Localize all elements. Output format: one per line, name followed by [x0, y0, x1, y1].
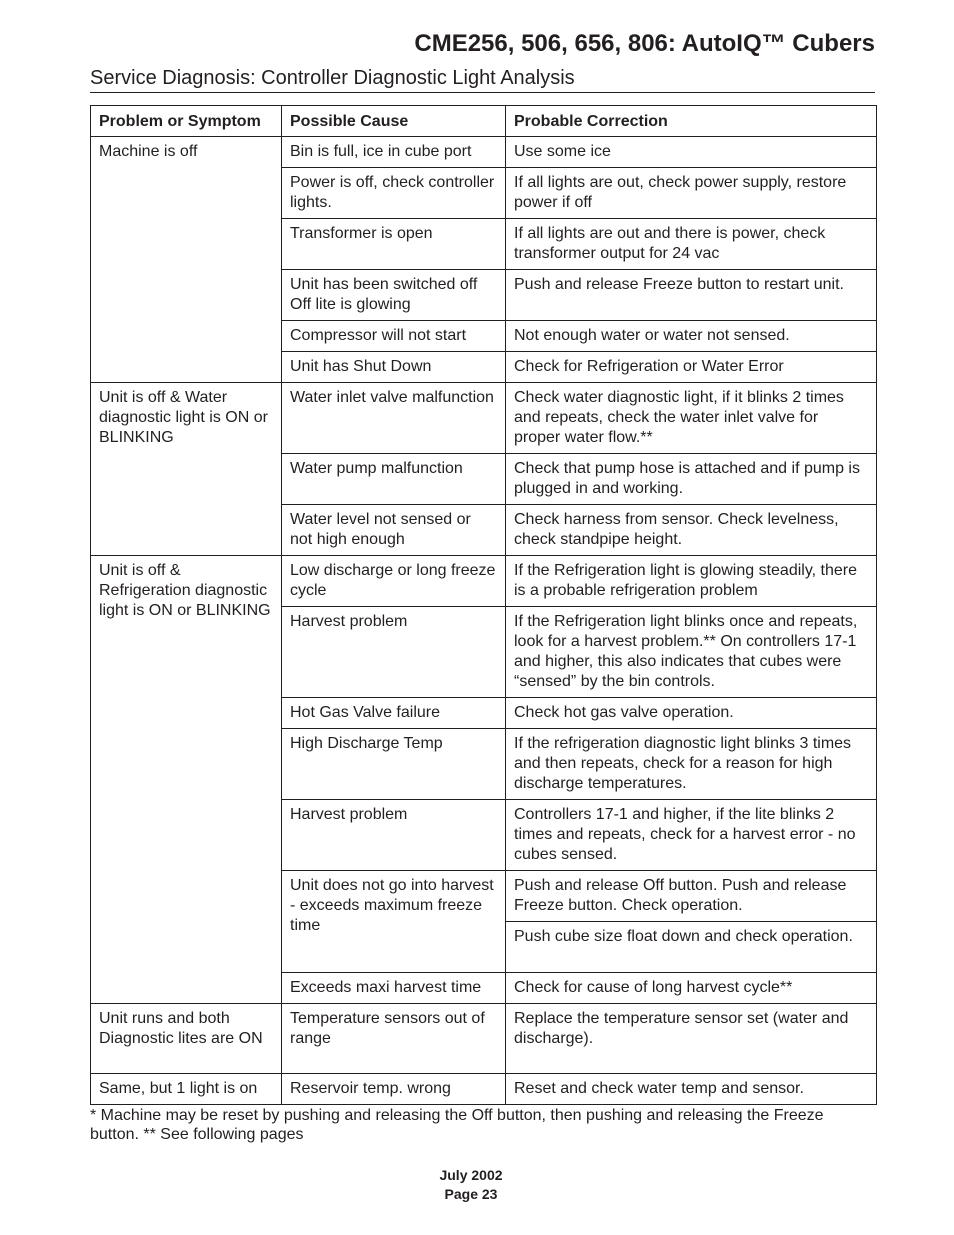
cause-cell: Temperature sensors out of range	[282, 1004, 506, 1074]
cause-cell: Exceeds maxi harvest time	[282, 973, 506, 1004]
cause-cell: Bin is full, ice in cube port	[282, 137, 506, 168]
cause-cell: High Discharge Temp	[282, 729, 506, 800]
section-title: Service Diagnosis: Controller Diagnostic Light Analysis	[90, 67, 575, 89]
cause-cell: Hot Gas Valve failure	[282, 698, 506, 729]
cause-cell: Power is off, check controller lights.	[282, 168, 506, 219]
table-row	[91, 383, 877, 454]
page-title: CME256, 506, 656, 806: AutoIQ™ Cubers	[414, 30, 875, 57]
correction-cell: If the Refrigeration light is glowing steadily, there is a probable refrigeration problem	[506, 556, 877, 607]
title-divider	[90, 92, 875, 93]
table-header-row	[91, 106, 877, 137]
cause-cell: Water inlet valve malfunction	[282, 383, 506, 454]
column-header-problem: Problem or Symptom	[91, 106, 282, 137]
column-header-cause: Possible Cause	[282, 106, 506, 137]
page-footer	[0, 1166, 942, 1204]
cause-cell: Water pump malfunction	[282, 454, 506, 505]
table-row	[91, 137, 877, 168]
correction-cell: Check water diagnostic light, if it blinks 2 times and repeats, check the water inlet valve for proper water flow.**	[506, 383, 877, 454]
correction-cell: Not enough water or water not sensed.	[506, 321, 877, 352]
diagnostic-table	[90, 105, 877, 1105]
cause-cell: Compressor will not start	[282, 321, 506, 352]
cause-cell: Reservoir temp. wrong	[282, 1074, 506, 1105]
cause-cell: Unit does not go into harvest - exceeds maximum freeze time	[282, 871, 506, 973]
cause-cell: Low discharge or long freeze cycle	[282, 556, 506, 607]
problem-cell: Unit is off & Refrigeration diagnostic light is ON or BLINKING	[91, 556, 282, 1004]
cause-cell: Harvest problem	[282, 607, 506, 698]
cause-cell: Unit has been switched off Off lite is glowing	[282, 270, 506, 321]
footer-page-number: Page 23	[444, 1186, 498, 1202]
column-header-correction: Probable Correction	[506, 106, 877, 137]
correction-cell: Check harness from sensor. Check levelness, check standpipe height.	[506, 505, 877, 556]
correction-cell: If all lights are out and there is power, check transformer output for 24 vac	[506, 219, 877, 270]
problem-cell: Unit runs and both Diagnostic lites are ON	[91, 1004, 282, 1074]
correction-cell: If all lights are out, check power supply, restore power if off	[506, 168, 877, 219]
cause-cell: Unit has Shut Down	[282, 352, 506, 383]
correction-cell: If the Refrigeration light blinks once and repeats, look for a harvest problem.** On controllers 17-1 and higher, this also indicates that cubes were “sensed” by the bin controls.	[506, 607, 877, 698]
correction-cell: Push and release Freeze button to restart unit.	[506, 270, 877, 321]
correction-cell: Replace the temperature sensor set (water and discharge).	[506, 1004, 877, 1074]
table-row	[91, 1004, 877, 1074]
problem-cell: Unit is off & Water diagnostic light is ON or BLINKING	[91, 383, 282, 556]
correction-cell: Use some ice	[506, 137, 877, 168]
correction-cell: Check for cause of long harvest cycle**	[506, 973, 877, 1004]
footer-date: July 2002	[439, 1167, 503, 1183]
correction-cell: Reset and check water temp and sensor.	[506, 1074, 877, 1105]
cause-cell: Harvest problem	[282, 800, 506, 871]
cause-cell: Transformer is open	[282, 219, 506, 270]
correction-cell: Controllers 17-1 and higher, if the lite blinks 2 times and repeats, check for a harvest error - no cubes sensed.	[506, 800, 877, 871]
cause-cell: Water level not sensed or not high enough	[282, 505, 506, 556]
correction-cell: Push and release Off button. Push and release Freeze button. Check operation.	[506, 871, 877, 922]
correction-cell: Check for Refrigeration or Water Error	[506, 352, 877, 383]
correction-cell: Push cube size float down and check operation.	[506, 922, 877, 973]
footnote: * Machine may be reset by pushing and releasing the Off button, then pushing and releasing the Freeze button. ** See following pages	[90, 1107, 824, 1143]
problem-cell: Machine is off	[91, 137, 282, 383]
problem-cell: Same, but 1 light is on	[91, 1074, 282, 1105]
correction-cell: Check that pump hose is attached and if pump is plugged in and working.	[506, 454, 877, 505]
correction-cell: If the refrigeration diagnostic light blinks 3 times and then repeats, check for a reason for high discharge temperatures.	[506, 729, 877, 800]
table-row	[91, 556, 877, 607]
correction-cell: Check hot gas valve operation.	[506, 698, 877, 729]
table-row	[91, 1074, 877, 1105]
